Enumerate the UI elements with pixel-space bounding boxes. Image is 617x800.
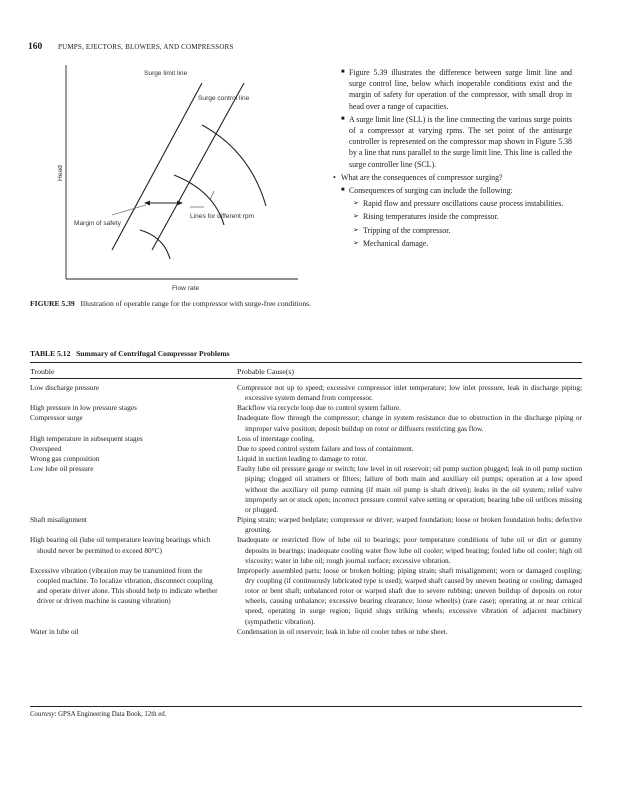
table-body — [30, 383, 582, 637]
table-row: High pressure in low pressure stages Backflow via recycle loop due to control system failure. — [30, 403, 401, 413]
arrow-bullet-icon: ➢ — [353, 199, 359, 208]
table-row: Water in lube oil Condensation in oil reservoir; leak in lube oil cooler tubes or tube sheet. — [30, 626, 448, 636]
table-row: Low lube oil pressure Faulty lube oil pressure gauge or switch; low level in oil reservoir; oil pump suction plugged; leak in oil pump suction piping; clogged oil strainers or filters; failure of both main and auxiliary oil pumps; operation at a low speed without the auxiliary oil pump running (if main oil pump is shaft driven); leaks in the oil system; relief valve improperly set or stuck open; incorrect pressure control valve setting or operation; bearing lube oil orifices missing or plugged. — [30, 464, 582, 514]
rpm-curve-1 — [202, 125, 266, 206]
consequences-intro: ■ Consequences of surging can include the following: — [341, 186, 513, 196]
arrow-bullet-icon: ➢ — [353, 238, 359, 247]
running-title: PUMPS, EJECTORS, BLOWERS, AND COMPRESSORS — [58, 43, 234, 51]
consequence-item: ➢ Tripping of the compressor. — [353, 225, 451, 235]
table-title-text: Summary of Centrifugal Compressor Problems — [76, 349, 230, 358]
round-bullet-icon: • — [333, 172, 336, 182]
table-top-rule — [30, 362, 582, 363]
figure-caption-text: Illustration of operable range for the compressor with surge-free conditions. — [80, 299, 311, 308]
square-bullet-icon: ■ — [341, 187, 345, 194]
right-column — [333, 67, 572, 251]
square-bullet-icon: ■ — [341, 115, 345, 122]
arrow-bullet-icon: ➢ — [353, 212, 359, 221]
margin-label: Margin of safety — [74, 220, 121, 227]
surge-limit-line — [112, 83, 202, 250]
figure-caption-label: FIGURE 5.39 — [30, 299, 75, 308]
courtesy-label: Courtesy — [30, 711, 55, 718]
figure-5-39 — [57, 63, 302, 293]
rpm-label: Lines for different rpm — [190, 213, 255, 220]
column-header-trouble: Trouble — [30, 367, 55, 376]
margin-leader — [112, 205, 146, 215]
table-courtesy-note — [30, 711, 166, 718]
bullet-sll-definition: ■ A surge limit line (SLL) is the line connecting the various surge points of a compressor at varying rpms. The set point of the antisurge controller is represented on the compressor map shown in Figure 5.38 by a line that runs parallel to the surge limit line. This line is called the surge controller line (SCL). — [341, 114, 572, 169]
table-row: Compressor surge Inadequate flow through the compressor; change in system resistance due to obstruction in the discharge piping or improper valve position; deposit buildup on rotor or diffusers restricting gas flow. — [30, 413, 582, 433]
surge-control-label: Surge control line — [198, 95, 250, 102]
column-header-cause: Probable Cause(s) — [237, 367, 294, 376]
question-surging: • What are the consequences of compressor surging? — [333, 172, 503, 182]
flow-rate-label: Flow rate — [172, 285, 200, 292]
figure-caption — [30, 298, 320, 309]
table-title — [30, 349, 230, 358]
table-row: Wrong gas composition Liquid in suction leading to damage to rotor. — [30, 454, 368, 464]
table-row: Excessive vibration (vibration may be transmitted from the coupled machine. To localize vibration, disconnect coupling and operate driver alone. This should help to indicate whether driver or driven machine is causing vibration) Improperly assembled parts; loose or broken bolting; piping strain; shaft misalignment; worn or damaged coupling; dry coupling (if continuously lubricated type is used); warped shaft caused by uneven heating or cooling; damaged rotor or bent shaft; unbalanced rotor or warped shaft due to severe rubbing; uneven buildup of deposits on rotor wheels, causing unbalance; excessive bearing clearance; loose wheel(s) (rare case); operating at or near critical speed, operating in surge region; liquid slugs striking wheels; excessive vibration of adjacent machinery (sympathetic vibration). — [30, 565, 582, 626]
head-axis-label: Head — [57, 165, 64, 181]
table-row: Shaft misalignment Piping strain; warped bedplate; compressor or driver; warped foundation; loose or broken foundation bolts; defective grouting. — [30, 515, 582, 535]
square-bullet-icon: ■ — [341, 69, 345, 75]
consequence-item: ➢ Rising temperatures inside the compressor. — [353, 212, 499, 222]
table-row: Low discharge pressure Compressor not up to speed; excessive compressor inlet temperature; low inlet pressure, leak in discharge piping; excessive system demand from compressor. — [30, 383, 582, 403]
table-title-label: TABLE 5.12 — [30, 349, 71, 358]
consequence-item: ➢ Rapid flow and pressure oscillations cause process instabilities. — [353, 199, 564, 209]
surge-limit-label: Surge limit line — [144, 70, 188, 77]
surge-control-line — [152, 83, 244, 250]
courtesy-text: : GPSA Engineering Data Book, 12th ed. — [54, 711, 167, 718]
table-row: High bearing oil (lube oil temperature leaving bearings which should never be permitted to exceed 80°C) Inadequate or restricted flow of lube oil to bearings; poor temperature conditions of lube oil or dirt or gummy deposits in bearings; inadequate cooling water flow lube oil cooler; wiped bearing; fouled lube oil cooler; high oil viscosity; water in lube oil; rough journal surface; excessive vibration. — [30, 535, 582, 565]
table-row: Overspeed Due to speed control system failure and loss of containment. — [30, 443, 414, 453]
consequence-item: ➢ Mechanical damage. — [353, 238, 429, 248]
table-header-rule — [30, 378, 582, 379]
arrow-bullet-icon: ➢ — [353, 225, 359, 234]
table-row: High temperature in subsequent stages Loss of interstage cooling. — [30, 433, 315, 443]
page-number: 160 — [28, 42, 43, 52]
rpm-leader-2 — [210, 191, 214, 200]
margin-arrowhead-right — [177, 201, 183, 206]
bullet-figure-explanation: ■ Figure 5.39 illustrates the difference between surge limit line and surge control line, below which inoperable conditions exist and the margin of safety for operation of the compressor, with small drop in head over a range of capacities. — [341, 68, 572, 111]
margin-arrowhead-left — [144, 201, 150, 206]
table-bottom-rule — [30, 706, 582, 707]
